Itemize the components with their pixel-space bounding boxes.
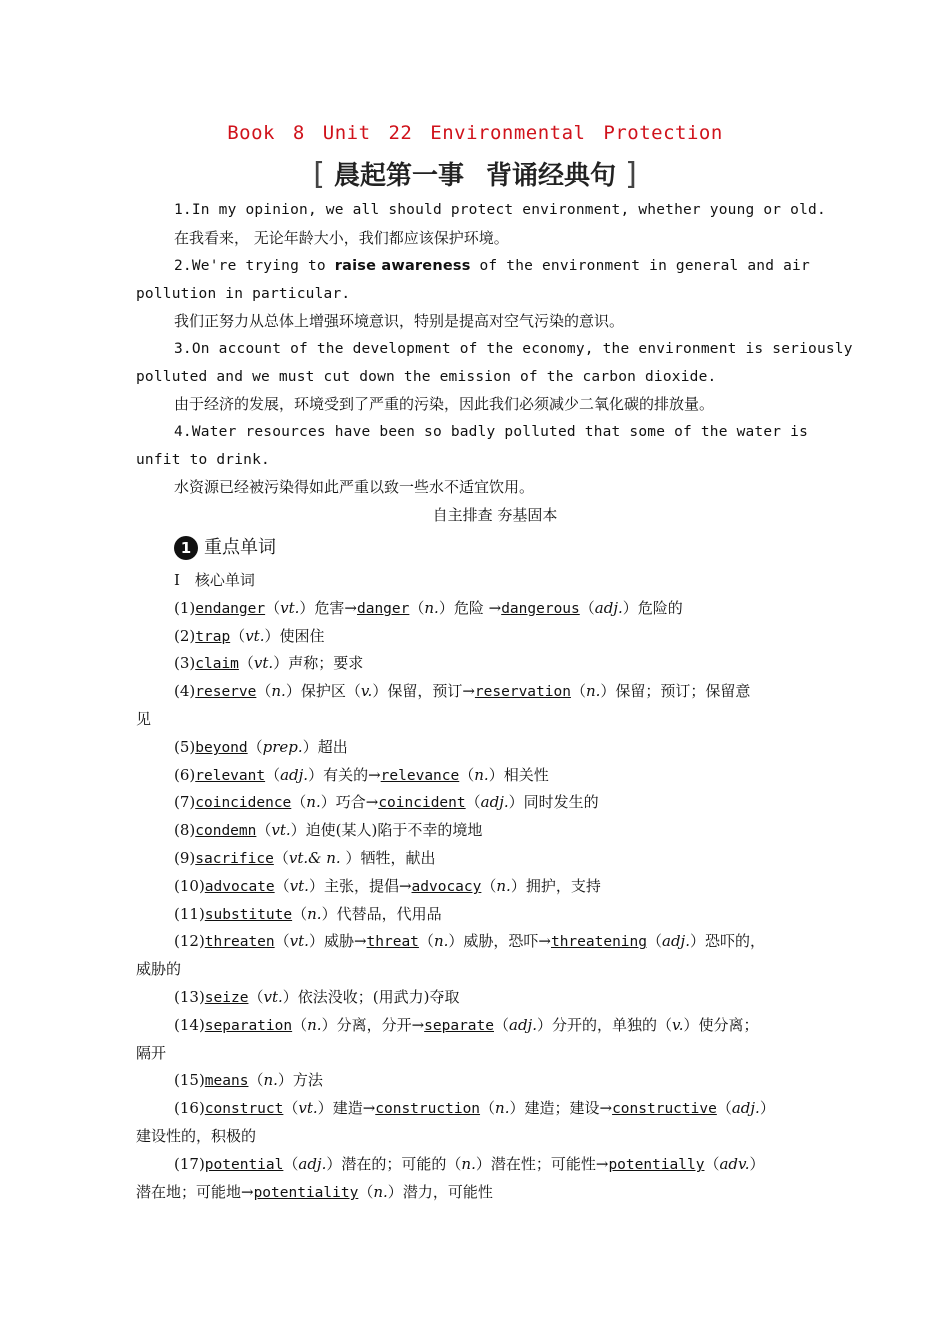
banner-close-bracket: ] <box>625 157 637 192</box>
vocab-text: 拥护，支持 <box>525 877 601 895</box>
vocab-text: 巧合→ <box>335 793 379 811</box>
banner-left-text: 晨起第一事 <box>333 161 464 191</box>
vocab-word: threatening <box>550 934 647 950</box>
vocab-text: 分开的，单独的 <box>552 1016 658 1034</box>
vocab-word: condemn <box>195 823 257 839</box>
vocab-text: (10) <box>174 877 205 895</box>
part-of-speech: vt. <box>253 654 274 672</box>
part-of-speech: n. <box>306 793 321 811</box>
vocab-word: separate <box>424 1018 494 1034</box>
vocab-word: endanger <box>195 601 266 617</box>
vocab-text: 危险 → <box>453 599 502 617</box>
vocab-text: 建造→ <box>332 1099 376 1117</box>
vocab-item: (10)advocate（vt.）主张，提倡→advocacy（n.）拥护，支持 <box>174 877 601 895</box>
vocab-text: 危险的 <box>637 599 683 617</box>
vocab-text: (12) <box>174 932 205 950</box>
vocab-word: threat <box>366 934 419 950</box>
vocab-text: 保留；预订；保留意 <box>615 682 751 700</box>
vocab-text: (6) <box>174 766 196 784</box>
vocab-item: (2)trap（vt.）使困住 <box>174 627 325 645</box>
vocab-item-cont: 建设性的，积极的 <box>136 1127 257 1145</box>
vocab-item: (15)means（n.）方法 <box>174 1071 323 1089</box>
vocab-text: 牺牲，献出 <box>360 849 436 867</box>
vocab-text: 保护区 <box>300 682 346 700</box>
vocab-item: (6)relevant（adj.）有关的→relevance（n.）相关性 <box>174 766 549 784</box>
vocab-word: coincidence <box>195 795 292 811</box>
part-of-speech: n. <box>585 682 601 700</box>
vocab-text: (5) <box>174 738 196 756</box>
vocab-text: 保留，预订→ <box>387 682 475 700</box>
vocab-text: 分离，分开→ <box>336 1016 425 1034</box>
vocab-item-cont: 隔开 <box>136 1044 167 1062</box>
vocab-word: trap <box>195 629 231 645</box>
part-of-speech: n. <box>307 1016 322 1034</box>
banner-right-text: 背诵经典句 <box>486 161 617 191</box>
part-of-speech: n. <box>495 1099 510 1117</box>
vocab-word: advocacy <box>411 879 482 895</box>
part-of-speech: n. <box>271 682 286 700</box>
vocab-text: 代替品，代用品 <box>336 905 442 923</box>
vocab-word: dangerous <box>501 601 580 617</box>
vocab-word: separation <box>204 1018 293 1034</box>
vocab-word: relevance <box>380 768 460 784</box>
vocab-word: seize <box>204 990 249 1006</box>
vocab-word: coincident <box>378 795 466 811</box>
vocab-word: construct <box>204 1101 284 1117</box>
part-of-speech: vt. <box>245 627 265 645</box>
vocab-item: (16)construct（vt.）建造→construction（n.）建造；建设→constructive（adj.） <box>174 1099 775 1117</box>
part-of-speech: vt. <box>263 988 283 1006</box>
sentence-2-zh: 我们正努力从总体上增强环境意识，特别是提高对空气污染的意识。 <box>174 312 625 330</box>
vocab-item: (11)substitute（n.）代替品，代用品 <box>174 905 442 923</box>
vocab-text: 潜在性；可能性→ <box>490 1155 609 1173</box>
vocab-word: means <box>204 1073 249 1089</box>
vocab-text: (16) <box>174 1099 205 1117</box>
banner-open-bracket: [ <box>313 157 325 192</box>
vocab-word: beyond <box>195 740 248 756</box>
part-of-speech: adj. <box>298 1155 327 1173</box>
vocab-text: (7) <box>174 793 196 811</box>
vocab-text: 迫使(某人)陷于不幸的境地 <box>305 821 483 839</box>
vocab-text: (1) <box>174 599 196 617</box>
vocab-word: threaten <box>204 934 275 950</box>
vocab-word: construction <box>375 1101 481 1117</box>
vocab-text: 恐吓的， <box>705 932 766 950</box>
sentence-2-en-cont: pollution in particular. <box>136 286 351 302</box>
part-of-speech: adj. <box>662 932 690 950</box>
sentence-1-en: 1.In my opinion, we all should protect environment, whether young or old. <box>174 202 826 218</box>
section-number-badge: 1 <box>174 536 198 560</box>
sentence-4-zh: 水资源已经被污染得如此严重以致一些水不适宜饮用。 <box>174 478 535 496</box>
vocab-text: (14) <box>174 1016 205 1034</box>
subheading-core-words: Ⅰ 核心单词 <box>174 571 255 589</box>
vocab-word: potentially <box>608 1157 705 1173</box>
part-of-speech: n. <box>307 905 322 923</box>
vocab-item: (8)condemn（vt.）迫使(某人)陷于不幸的境地 <box>174 821 483 839</box>
part-of-speech: adj. <box>480 793 509 811</box>
vocab-word: sacrifice <box>195 851 274 867</box>
part-of-speech: adj. <box>280 766 309 784</box>
vocab-item: (1)endanger（vt.）危害→danger（n.）危险 →dangerous（adj.）危险的 <box>174 599 683 617</box>
part-of-speech: adv. <box>719 1155 750 1173</box>
vocab-text: (11) <box>174 905 205 923</box>
part-of-speech: vt. <box>280 599 300 617</box>
vocab-text: (3) <box>174 654 196 672</box>
sentence-2-en <box>174 256 864 276</box>
vocab-text: (2) <box>174 627 196 645</box>
vocab-word: potentiality <box>253 1185 359 1201</box>
vocab-text: 威胁→ <box>323 932 367 950</box>
vocab-word: constructive <box>612 1101 717 1117</box>
part-of-speech: n. <box>496 877 511 895</box>
part-of-speech: vt. <box>289 877 309 895</box>
vocab-item: (3)claim（vt.）声称；要求 <box>174 654 364 672</box>
vocab-text: (15) <box>174 1071 205 1089</box>
part-of-speech: n. <box>373 1183 388 1201</box>
vocab-item: (9)sacrifice（vt.& n. ）牺牲，献出 <box>174 849 436 867</box>
vocab-text: 依法没收；(用武力)夺取 <box>297 988 460 1006</box>
part-of-speech: adj. <box>731 1099 760 1117</box>
part-of-speech: n. <box>433 932 449 950</box>
part-of-speech: v. <box>360 682 373 700</box>
vocab-word: substitute <box>204 907 293 923</box>
part-of-speech: n. <box>461 1155 476 1173</box>
vocab-text: 使分离； <box>698 1016 759 1034</box>
sentence-3-en-cont: polluted and we must cut down the emission of the carbon dioxide. <box>136 369 717 385</box>
vocab-text: 相关性 <box>503 766 549 784</box>
vocab-text: 潜在地；可能地→ <box>136 1183 254 1201</box>
vocab-word: reservation <box>474 684 571 700</box>
sentence-3-zh: 由于经济的发展，环境受到了严重的污染，因此我们必须减少二氧化碳的排放量。 <box>174 395 715 413</box>
vocab-text: (4) <box>174 682 196 700</box>
vocab-word: advocate <box>204 879 275 895</box>
vocab-text: 建造；建设→ <box>524 1099 613 1117</box>
vocab-text: 超出 <box>317 738 348 756</box>
vocab-text: (17) <box>174 1155 205 1173</box>
vocab-text: (9) <box>174 849 196 867</box>
part-of-speech: vt. <box>271 821 291 839</box>
part-of-speech: v. <box>672 1016 684 1034</box>
vocab-word: relevant <box>195 768 266 784</box>
part-of-speech: vt. <box>298 1099 318 1117</box>
vocab-text: 方法 <box>292 1071 323 1089</box>
vocab-item-cont: 威胁的 <box>136 960 182 978</box>
vocab-text: 2.We're trying to <box>174 258 335 274</box>
vocab-item: (5)beyond（prep.）超出 <box>174 738 348 756</box>
vocab-text: 危害→ <box>314 599 357 617</box>
vocab-item: (4)reserve（n.）保护区（v.）保留，预订→reservation（n.）保留；预订；保留意 <box>174 682 751 700</box>
section-heading <box>174 536 276 560</box>
vocab-item-cont: 潜在地；可能地→potentiality（n.）潜力，可能性 <box>136 1183 493 1201</box>
part-of-speech: n. <box>263 1071 278 1089</box>
vocab-text: 主张，提倡→ <box>323 877 412 895</box>
vocab-word: claim <box>195 656 239 672</box>
vocab-text: 使困住 <box>279 627 325 645</box>
vocab-item: (14)separation（n.）分离，分开→separate（adj.）分开的，单独的（v.）使分离； <box>174 1016 759 1034</box>
part-of-speech: adj. <box>509 1016 537 1034</box>
part-of-speech: adj. <box>594 599 623 617</box>
vocab-item-cont: 见 <box>136 710 152 728</box>
part-of-speech: vt. <box>289 932 309 950</box>
page-title: Book 8 Unit 22 Environmental Protection <box>227 122 723 144</box>
sentence-3-en: 3.On account of the development of the economy, the environment is seriously <box>174 341 853 357</box>
sentence-4-en: 4.Water resources have been so badly polluted that some of the water is <box>174 424 809 440</box>
vocab-text: (13) <box>174 988 205 1006</box>
vocab-word: potential <box>204 1157 284 1173</box>
vocab-word: reserve <box>195 684 257 700</box>
vocab-item: (12)threaten（vt.）威胁→threat（n.）威胁，恐吓→threatening（adj.）恐吓的， <box>174 932 766 950</box>
vocab-word: danger <box>356 601 410 617</box>
vocab-text: 潜力，可能性 <box>402 1183 493 1201</box>
vocab-text: 同时发生的 <box>523 793 599 811</box>
part-of-speech: n. <box>424 599 439 617</box>
vocab-text: 威胁，恐吓→ <box>463 932 551 950</box>
part-of-speech: vt.& n. <box>288 849 346 867</box>
vocab-text: of the environment in general and air <box>470 258 810 274</box>
section-heading-text: 重点单词 <box>204 537 276 558</box>
vocab-item: (13)seize（vt.）依法没收；(用武力)夺取 <box>174 988 460 1006</box>
sentence-1-zh: 在我看来， 无论年龄大小，我们都应该保护环境。 <box>174 229 509 247</box>
section-subtitle: 自主排查 夯基固本 <box>432 506 558 524</box>
part-of-speech: n. <box>474 766 489 784</box>
vocab-text: 声称；要求 <box>288 654 364 672</box>
section-banner <box>0 155 950 192</box>
vocab-text: 有关的→ <box>323 766 381 784</box>
vocab-text: (8) <box>174 821 196 839</box>
sentence-4-en-cont: unfit to drink. <box>136 452 270 468</box>
vocab-text: 潜在的；可能的 <box>341 1155 447 1173</box>
vocab-item: (17)potential（adj.）潜在的；可能的（n.）潜在性；可能性→potentially（adv.） <box>174 1155 765 1173</box>
part-of-speech: prep. <box>262 738 303 756</box>
vocab-item: (7)coincidence（n.）巧合→coincident（adj.）同时发生的 <box>174 793 599 811</box>
keyphrase-highlight: raise awareness <box>334 258 471 274</box>
